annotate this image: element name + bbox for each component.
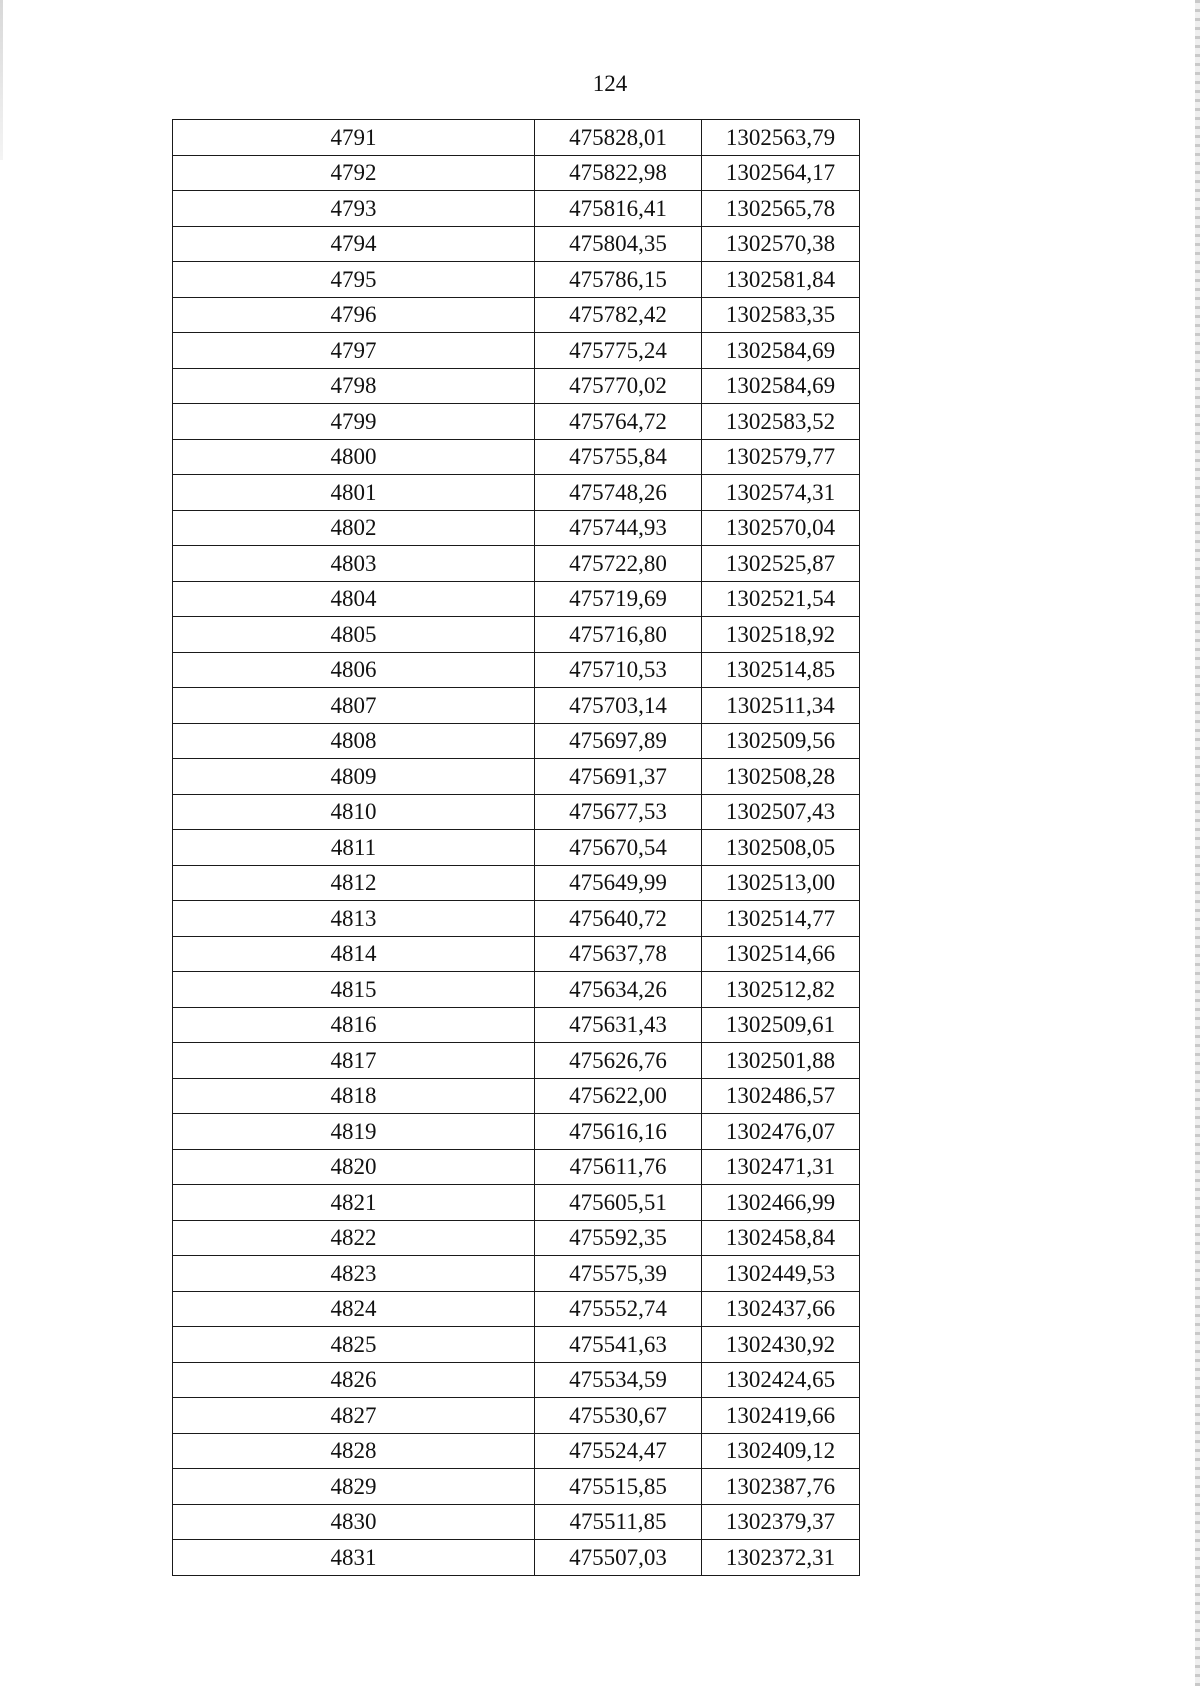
table-row — [173, 1149, 860, 1185]
point-number-cell: 4802 — [173, 510, 535, 546]
x-coordinate-cell: 475828,01 — [535, 120, 702, 156]
y-coordinate-cell: 1302574,31 — [702, 475, 860, 511]
x-coordinate-cell: 475764,72 — [535, 404, 702, 440]
point-number-cell: 4819 — [173, 1114, 535, 1150]
point-number-cell: 4829 — [173, 1469, 535, 1505]
table-row — [173, 546, 860, 582]
table-row — [173, 1114, 860, 1150]
table-row — [173, 439, 860, 475]
y-coordinate-cell: 1302458,84 — [702, 1220, 860, 1256]
point-number-cell: 4817 — [173, 1043, 535, 1079]
y-coordinate-cell: 1302514,66 — [702, 936, 860, 972]
point-number-cell: 4823 — [173, 1256, 535, 1292]
table-row — [173, 759, 860, 795]
x-coordinate-cell: 475816,41 — [535, 191, 702, 227]
scan-edge-right — [1195, 0, 1200, 1686]
page-number: 124 — [592, 71, 628, 96]
x-coordinate-cell: 475691,37 — [535, 759, 702, 795]
x-coordinate-cell: 475511,85 — [535, 1504, 702, 1540]
y-coordinate-cell: 1302514,85 — [702, 652, 860, 688]
table-row — [173, 155, 860, 191]
y-coordinate-cell: 1302501,88 — [702, 1043, 860, 1079]
y-coordinate-cell: 1302449,53 — [702, 1256, 860, 1292]
point-number-cell: 4815 — [173, 972, 535, 1008]
y-coordinate-cell: 1302476,07 — [702, 1114, 860, 1150]
coordinates-table — [172, 119, 860, 1576]
y-coordinate-cell: 1302525,87 — [702, 546, 860, 582]
y-coordinate-cell: 1302486,57 — [702, 1078, 860, 1114]
point-number-cell: 4801 — [173, 475, 535, 511]
table-row — [173, 1185, 860, 1221]
point-number-cell: 4822 — [173, 1220, 535, 1256]
table-row — [173, 688, 860, 724]
point-number-cell: 4807 — [173, 688, 535, 724]
table-row — [173, 404, 860, 440]
x-coordinate-cell: 475616,16 — [535, 1114, 702, 1150]
x-coordinate-cell: 475822,98 — [535, 155, 702, 191]
x-coordinate-cell: 475719,69 — [535, 581, 702, 617]
table-row — [173, 1043, 860, 1079]
y-coordinate-cell: 1302583,52 — [702, 404, 860, 440]
table-row — [173, 901, 860, 937]
table-row — [173, 723, 860, 759]
point-number-cell: 4808 — [173, 723, 535, 759]
x-coordinate-cell: 475640,72 — [535, 901, 702, 937]
y-coordinate-cell: 1302509,56 — [702, 723, 860, 759]
y-coordinate-cell: 1302511,34 — [702, 688, 860, 724]
y-coordinate-cell: 1302437,66 — [702, 1291, 860, 1327]
y-coordinate-cell: 1302570,38 — [702, 226, 860, 262]
point-number-cell: 4830 — [173, 1504, 535, 1540]
x-coordinate-cell: 475703,14 — [535, 688, 702, 724]
table-row — [173, 226, 860, 262]
x-coordinate-cell: 475677,53 — [535, 794, 702, 830]
x-coordinate-cell: 475697,89 — [535, 723, 702, 759]
y-coordinate-cell: 1302466,99 — [702, 1185, 860, 1221]
point-number-cell: 4826 — [173, 1362, 535, 1398]
x-coordinate-cell: 475592,35 — [535, 1220, 702, 1256]
table-row — [173, 1007, 860, 1043]
table-row — [173, 1540, 860, 1576]
table-row — [173, 1362, 860, 1398]
y-coordinate-cell: 1302509,61 — [702, 1007, 860, 1043]
point-number-cell: 4820 — [173, 1149, 535, 1185]
x-coordinate-cell: 475524,47 — [535, 1433, 702, 1469]
point-number-cell: 4803 — [173, 546, 535, 582]
point-number-cell: 4798 — [173, 368, 535, 404]
x-coordinate-cell: 475552,74 — [535, 1291, 702, 1327]
x-coordinate-cell: 475670,54 — [535, 830, 702, 866]
table-row — [173, 475, 860, 511]
x-coordinate-cell: 475804,35 — [535, 226, 702, 262]
x-coordinate-cell: 475782,42 — [535, 297, 702, 333]
x-coordinate-cell: 475755,84 — [535, 439, 702, 475]
y-coordinate-cell: 1302512,82 — [702, 972, 860, 1008]
x-coordinate-cell: 475634,26 — [535, 972, 702, 1008]
table-row — [173, 120, 860, 156]
table-row — [173, 652, 860, 688]
point-number-cell: 4800 — [173, 439, 535, 475]
point-number-cell: 4828 — [173, 1433, 535, 1469]
table-row — [173, 333, 860, 369]
table-row — [173, 1433, 860, 1469]
point-number-cell: 4793 — [173, 191, 535, 227]
x-coordinate-cell: 475631,43 — [535, 1007, 702, 1043]
y-coordinate-cell: 1302564,17 — [702, 155, 860, 191]
point-number-cell: 4796 — [173, 297, 535, 333]
y-coordinate-cell: 1302584,69 — [702, 368, 860, 404]
y-coordinate-cell: 1302584,69 — [702, 333, 860, 369]
y-coordinate-cell: 1302372,31 — [702, 1540, 860, 1576]
y-coordinate-cell: 1302409,12 — [702, 1433, 860, 1469]
x-coordinate-cell: 475770,02 — [535, 368, 702, 404]
x-coordinate-cell: 475530,67 — [535, 1398, 702, 1434]
table-row — [173, 972, 860, 1008]
point-number-cell: 4791 — [173, 120, 535, 156]
y-coordinate-cell: 1302521,54 — [702, 581, 860, 617]
x-coordinate-cell: 475541,63 — [535, 1327, 702, 1363]
table-row — [173, 297, 860, 333]
table-row — [173, 581, 860, 617]
table-row — [173, 191, 860, 227]
point-number-cell: 4809 — [173, 759, 535, 795]
table-row — [173, 830, 860, 866]
y-coordinate-cell: 1302583,35 — [702, 297, 860, 333]
x-coordinate-cell: 475534,59 — [535, 1362, 702, 1398]
x-coordinate-cell: 475611,76 — [535, 1149, 702, 1185]
point-number-cell: 4799 — [173, 404, 535, 440]
point-number-cell: 4824 — [173, 1291, 535, 1327]
y-coordinate-cell: 1302563,79 — [702, 120, 860, 156]
y-coordinate-cell: 1302419,66 — [702, 1398, 860, 1434]
y-coordinate-cell: 1302471,31 — [702, 1149, 860, 1185]
y-coordinate-cell: 1302508,28 — [702, 759, 860, 795]
y-coordinate-cell: 1302430,92 — [702, 1327, 860, 1363]
table-row — [173, 865, 860, 901]
y-coordinate-cell: 1302507,43 — [702, 794, 860, 830]
x-coordinate-cell: 475515,85 — [535, 1469, 702, 1505]
table-row — [173, 262, 860, 298]
point-number-cell: 4818 — [173, 1078, 535, 1114]
point-number-cell: 4813 — [173, 901, 535, 937]
coordinates-table-body — [173, 120, 860, 1576]
x-coordinate-cell: 475626,76 — [535, 1043, 702, 1079]
point-number-cell: 4827 — [173, 1398, 535, 1434]
table-row — [173, 1504, 860, 1540]
point-number-cell: 4814 — [173, 936, 535, 972]
point-number-cell: 4794 — [173, 226, 535, 262]
x-coordinate-cell: 475507,03 — [535, 1540, 702, 1576]
y-coordinate-cell: 1302424,65 — [702, 1362, 860, 1398]
x-coordinate-cell: 475716,80 — [535, 617, 702, 653]
table-row — [173, 794, 860, 830]
table-row — [173, 1469, 860, 1505]
table-row — [173, 1398, 860, 1434]
y-coordinate-cell: 1302379,37 — [702, 1504, 860, 1540]
table-row — [173, 368, 860, 404]
point-number-cell: 4811 — [173, 830, 535, 866]
table-row — [173, 1327, 860, 1363]
point-number-cell: 4805 — [173, 617, 535, 653]
x-coordinate-cell: 475744,93 — [535, 510, 702, 546]
y-coordinate-cell: 1302565,78 — [702, 191, 860, 227]
x-coordinate-cell: 475605,51 — [535, 1185, 702, 1221]
x-coordinate-cell: 475649,99 — [535, 865, 702, 901]
point-number-cell: 4821 — [173, 1185, 535, 1221]
y-coordinate-cell: 1302518,92 — [702, 617, 860, 653]
x-coordinate-cell: 475786,15 — [535, 262, 702, 298]
y-coordinate-cell: 1302581,84 — [702, 262, 860, 298]
point-number-cell: 4806 — [173, 652, 535, 688]
point-number-cell: 4795 — [173, 262, 535, 298]
point-number-cell: 4831 — [173, 1540, 535, 1576]
y-coordinate-cell: 1302570,04 — [702, 510, 860, 546]
table-row — [173, 1291, 860, 1327]
x-coordinate-cell: 475637,78 — [535, 936, 702, 972]
point-number-cell: 4812 — [173, 865, 535, 901]
y-coordinate-cell: 1302513,00 — [702, 865, 860, 901]
point-number-cell: 4792 — [173, 155, 535, 191]
point-number-cell: 4804 — [173, 581, 535, 617]
x-coordinate-cell: 475748,26 — [535, 475, 702, 511]
point-number-cell: 4825 — [173, 1327, 535, 1363]
table-row — [173, 510, 860, 546]
x-coordinate-cell: 475775,24 — [535, 333, 702, 369]
point-number-cell: 4816 — [173, 1007, 535, 1043]
point-number-cell: 4810 — [173, 794, 535, 830]
y-coordinate-cell: 1302387,76 — [702, 1469, 860, 1505]
point-number-cell: 4797 — [173, 333, 535, 369]
x-coordinate-cell: 475622,00 — [535, 1078, 702, 1114]
x-coordinate-cell: 475722,80 — [535, 546, 702, 582]
x-coordinate-cell: 475575,39 — [535, 1256, 702, 1292]
table-row — [173, 936, 860, 972]
table-row — [173, 617, 860, 653]
table-row — [173, 1078, 860, 1114]
table-row — [173, 1220, 860, 1256]
y-coordinate-cell: 1302514,77 — [702, 901, 860, 937]
y-coordinate-cell: 1302579,77 — [702, 439, 860, 475]
y-coordinate-cell: 1302508,05 — [702, 830, 860, 866]
x-coordinate-cell: 475710,53 — [535, 652, 702, 688]
table-row — [173, 1256, 860, 1292]
